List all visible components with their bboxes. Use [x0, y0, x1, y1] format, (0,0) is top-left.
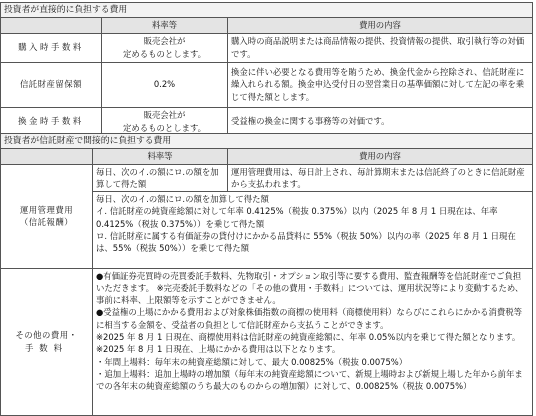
indirect-header-fee: 料率等 [93, 149, 228, 164]
management-fee-details [93, 192, 532, 255]
other-fees-item: ・追加上場料：追加上場時の増加額（毎年末の純資産総額について、新規上場時および新規上場した年から前年までの各年末の純資産総額のうち最大のものからの増加額）に対して、0.00825%（税抜 0.0075%） [96, 368, 523, 392]
indirect-section-title: 投資者が信託財産で間接的に負担する費用 [1, 134, 533, 149]
indirect-header-desc: 費用の内容 [228, 149, 533, 164]
management-fee-rate: 毎日、次のイ.の額にロ.の額を加算して得た額 [93, 165, 228, 192]
purchase-fee-desc: 購入時の商品説明または商品情報の提供、投資情報の提供、取引執行等の対価です。 [228, 33, 533, 62]
purchase-fee-rate: 販売会社が 定めるものとします。 [102, 33, 228, 62]
other-fees-item: ●受益権の上場にかかる費用および対象株価指数の商標の使用料（商標使用料）ならびにこれらにかかる消費税等に相当する金額を、受益者の負担として信託財産から支払うことができます。 [96, 307, 523, 330]
management-fee-line: イ. 信託財産の純資産総額に対して年率 0.4125%（税抜 0.375%）以内（2025 年 8 月 1 日現在は、年率 0.4125%（税抜 0.375%））を乗じて得た額 [96, 206, 498, 229]
redemption-fee-label: 換金時手数料 [1, 107, 102, 136]
other-fees-content [93, 268, 533, 415]
other-fees-label [1, 268, 93, 415]
management-fee-line: ロ. 信託財産に属する有価証券の貸付けにかかる品貸料に 55%（税抜 50%）以内の率（2025 年 8 月 1 日現在は、55%（税抜 50%））を乗じて得た額 [96, 231, 516, 254]
management-fee-cell [93, 164, 533, 268]
retention-amount-desc: 換金に伴い必要となる費用等を賄うため、換金代金から控除され、信託財産に繰入れられる額。換金申込受付日の翌営業日の基準価額に対して左記の率を乗じて得た額とします。 [228, 62, 533, 107]
other-fees-item: ※2025 年 8 月 1 日現在、上場にかかる費用は以下となります。 [96, 344, 341, 355]
direct-section-title: 投資者が直接的に負担する費用 [1, 3, 533, 18]
redemption-fee-desc: 受益権の換金に関する事務等の対価です。 [228, 107, 533, 136]
direct-header-desc: 費用の内容 [228, 18, 533, 33]
purchase-fee-label: 購入時手数料 [1, 33, 102, 62]
management-fee-label [1, 164, 93, 268]
management-fee-label-line2: （信託報酬） [19, 217, 74, 228]
management-fee-desc: 運用管理費用は、毎日計上され、毎計算期末または信託終了のときに信託財産から支払われます。 [231, 166, 525, 189]
management-fee-label-line1: 運用管理費用 [19, 204, 74, 215]
indirect-header-blank [1, 149, 93, 164]
direct-header-fee: 料率等 [102, 18, 228, 33]
direct-costs-table [0, 2, 533, 137]
other-fees-item: ※2025 年 8 月 1 日現在、商標使用料は信託財産の純資産総額に、年率 0.05%以内を乗じて得た額となります。 [96, 332, 521, 343]
redemption-fee-rate: 販売会社が 定めるものとします。 [102, 107, 228, 136]
management-fee-line: 毎日、次のイ.の額にロ.の額を加算して得た額 [96, 194, 269, 205]
other-fees-label-line2: 手数料 [24, 342, 69, 353]
retention-amount-label: 信託財産留保額 [1, 62, 102, 107]
other-fees-item: ・年間上場料：毎年末の純資産総額に対して、最大 0.00825%（税抜 0.0075%） [96, 356, 408, 367]
other-fees-label-line1: その他の費用・ [15, 330, 78, 341]
indirect-costs-table [0, 133, 533, 416]
retention-amount-rate: 0.2% [102, 62, 228, 107]
direct-header-blank [1, 18, 102, 33]
other-fees-item: ●有価証券売買時の売買委託手数料、先物取引・オプション取引等に要する費用、監査報酬等を信託財産でご負担いただきます。 ※完売委託手数料などの「その他の費用・手数料」については、運用状況等により変動するため、事前に料率、上限額等を示すことができません。 [96, 270, 524, 306]
